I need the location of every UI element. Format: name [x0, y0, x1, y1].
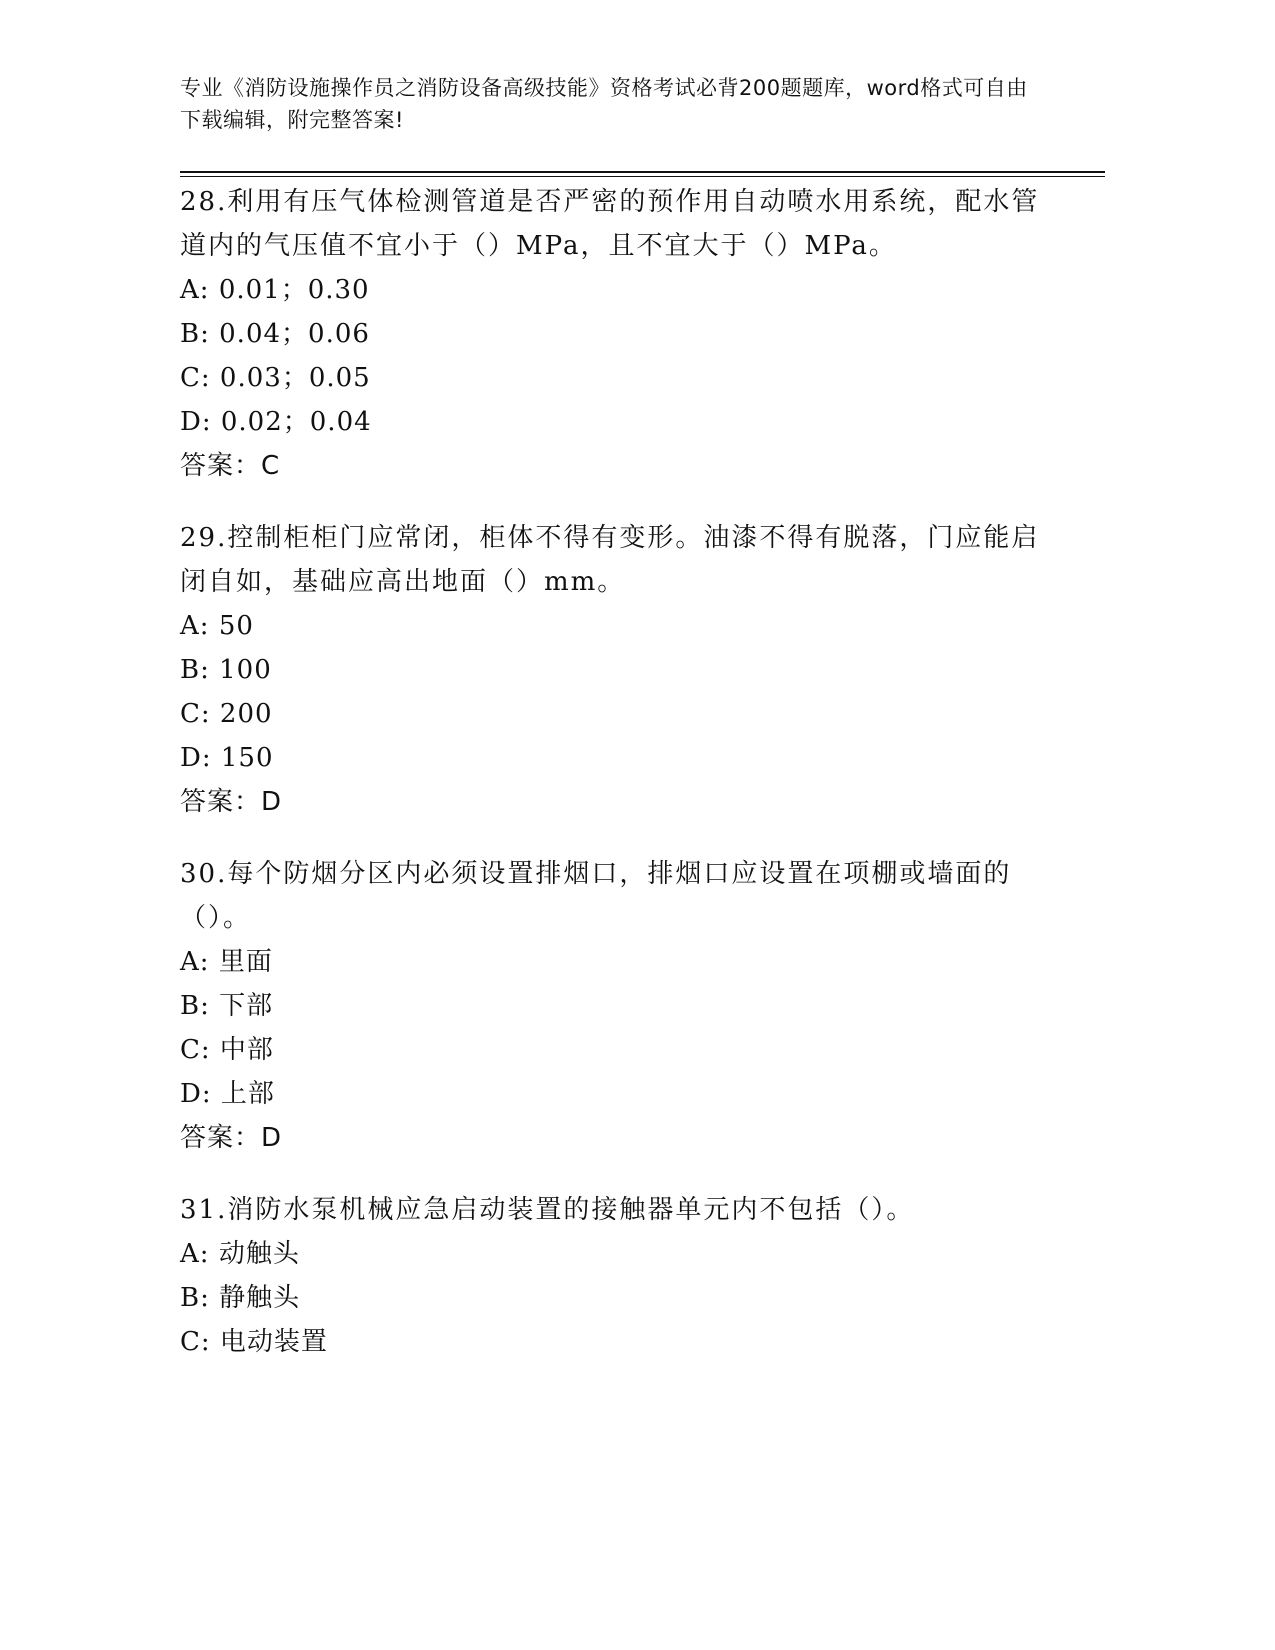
option-key: C: [180, 363, 211, 393]
option-key: D: [180, 407, 212, 437]
option-d [180, 400, 1040, 444]
option-a [180, 604, 1040, 648]
option-key: C: [180, 1035, 211, 1065]
page-header: 专业《消防设施操作员之消防设备高级技能》资格考试必背200题题库，word格式可自由下载编辑，附完整答案! [180, 76, 1028, 132]
question-text: 30.每个防烟分区内必须设置排烟口，排烟口应设置在项棚或墙面的（）。 [180, 859, 1012, 933]
option-value: 0.03；0.05 [219, 363, 371, 393]
option-c [180, 692, 1040, 736]
question-text: 31.消防水泵机械应急启动装置的接触器单元内不包括（）。 [180, 1195, 915, 1225]
question-30 [180, 852, 1040, 1160]
option-b [180, 312, 1040, 356]
option-key: D: [180, 1079, 212, 1109]
option-key: A: [180, 611, 210, 641]
option-value: 0.02；0.04 [220, 407, 372, 437]
question-29 [180, 516, 1040, 824]
option-key: A: [180, 947, 210, 977]
option-key: C: [180, 1327, 211, 1357]
option-value: 下部 [219, 991, 274, 1021]
question-28 [180, 180, 1040, 488]
question-text: 28.利用有压气体检测管道是否严密的预作用自动喷水用系统，配水管道内的气压值不宜小于（）MPa，且不宜大于（）MPa。 [180, 187, 1040, 261]
option-value: 50 [218, 611, 254, 641]
option-value: 动触头 [218, 1239, 300, 1269]
answer: 答案：D [180, 1123, 283, 1153]
option-value: 100 [219, 655, 272, 685]
question-list [180, 180, 1040, 1392]
option-value: 里面 [218, 947, 273, 977]
option-value: 200 [219, 699, 273, 729]
option-value: 150 [220, 743, 274, 773]
option-value: 0.04；0.06 [219, 319, 370, 349]
option-a [180, 268, 1040, 312]
option-a [180, 1232, 1040, 1276]
option-c [180, 1320, 1040, 1364]
option-key: A: [180, 275, 210, 305]
answer: 答案：D [180, 787, 283, 817]
option-c [180, 356, 1040, 400]
option-value: 电动装置 [219, 1327, 328, 1357]
question-text: 29.控制柜柜门应常闭，柜体不得有变形。油漆不得有脱落，门应能启闭自如，基础应高出地面（）mm。 [180, 523, 1040, 597]
option-b [180, 1276, 1040, 1320]
option-key: B: [180, 991, 210, 1021]
option-c [180, 1028, 1040, 1072]
option-key: B: [180, 1283, 210, 1313]
option-value: 0.01；0.30 [218, 275, 370, 305]
header-rule-thin [180, 176, 1105, 177]
option-b [180, 984, 1040, 1028]
option-key: B: [180, 319, 210, 349]
option-key: A: [180, 1239, 210, 1269]
option-b [180, 648, 1040, 692]
option-value: 中部 [219, 1035, 274, 1065]
option-a [180, 940, 1040, 984]
question-31 [180, 1188, 1040, 1364]
answer: 答案：C [180, 451, 281, 481]
option-value: 静触头 [219, 1283, 301, 1313]
option-key: B: [180, 655, 210, 685]
option-key: D: [180, 743, 212, 773]
header-rule-thick [180, 171, 1105, 173]
option-d [180, 736, 1040, 780]
option-value: 上部 [220, 1079, 275, 1109]
option-d [180, 1072, 1040, 1116]
option-key: C: [180, 699, 211, 729]
